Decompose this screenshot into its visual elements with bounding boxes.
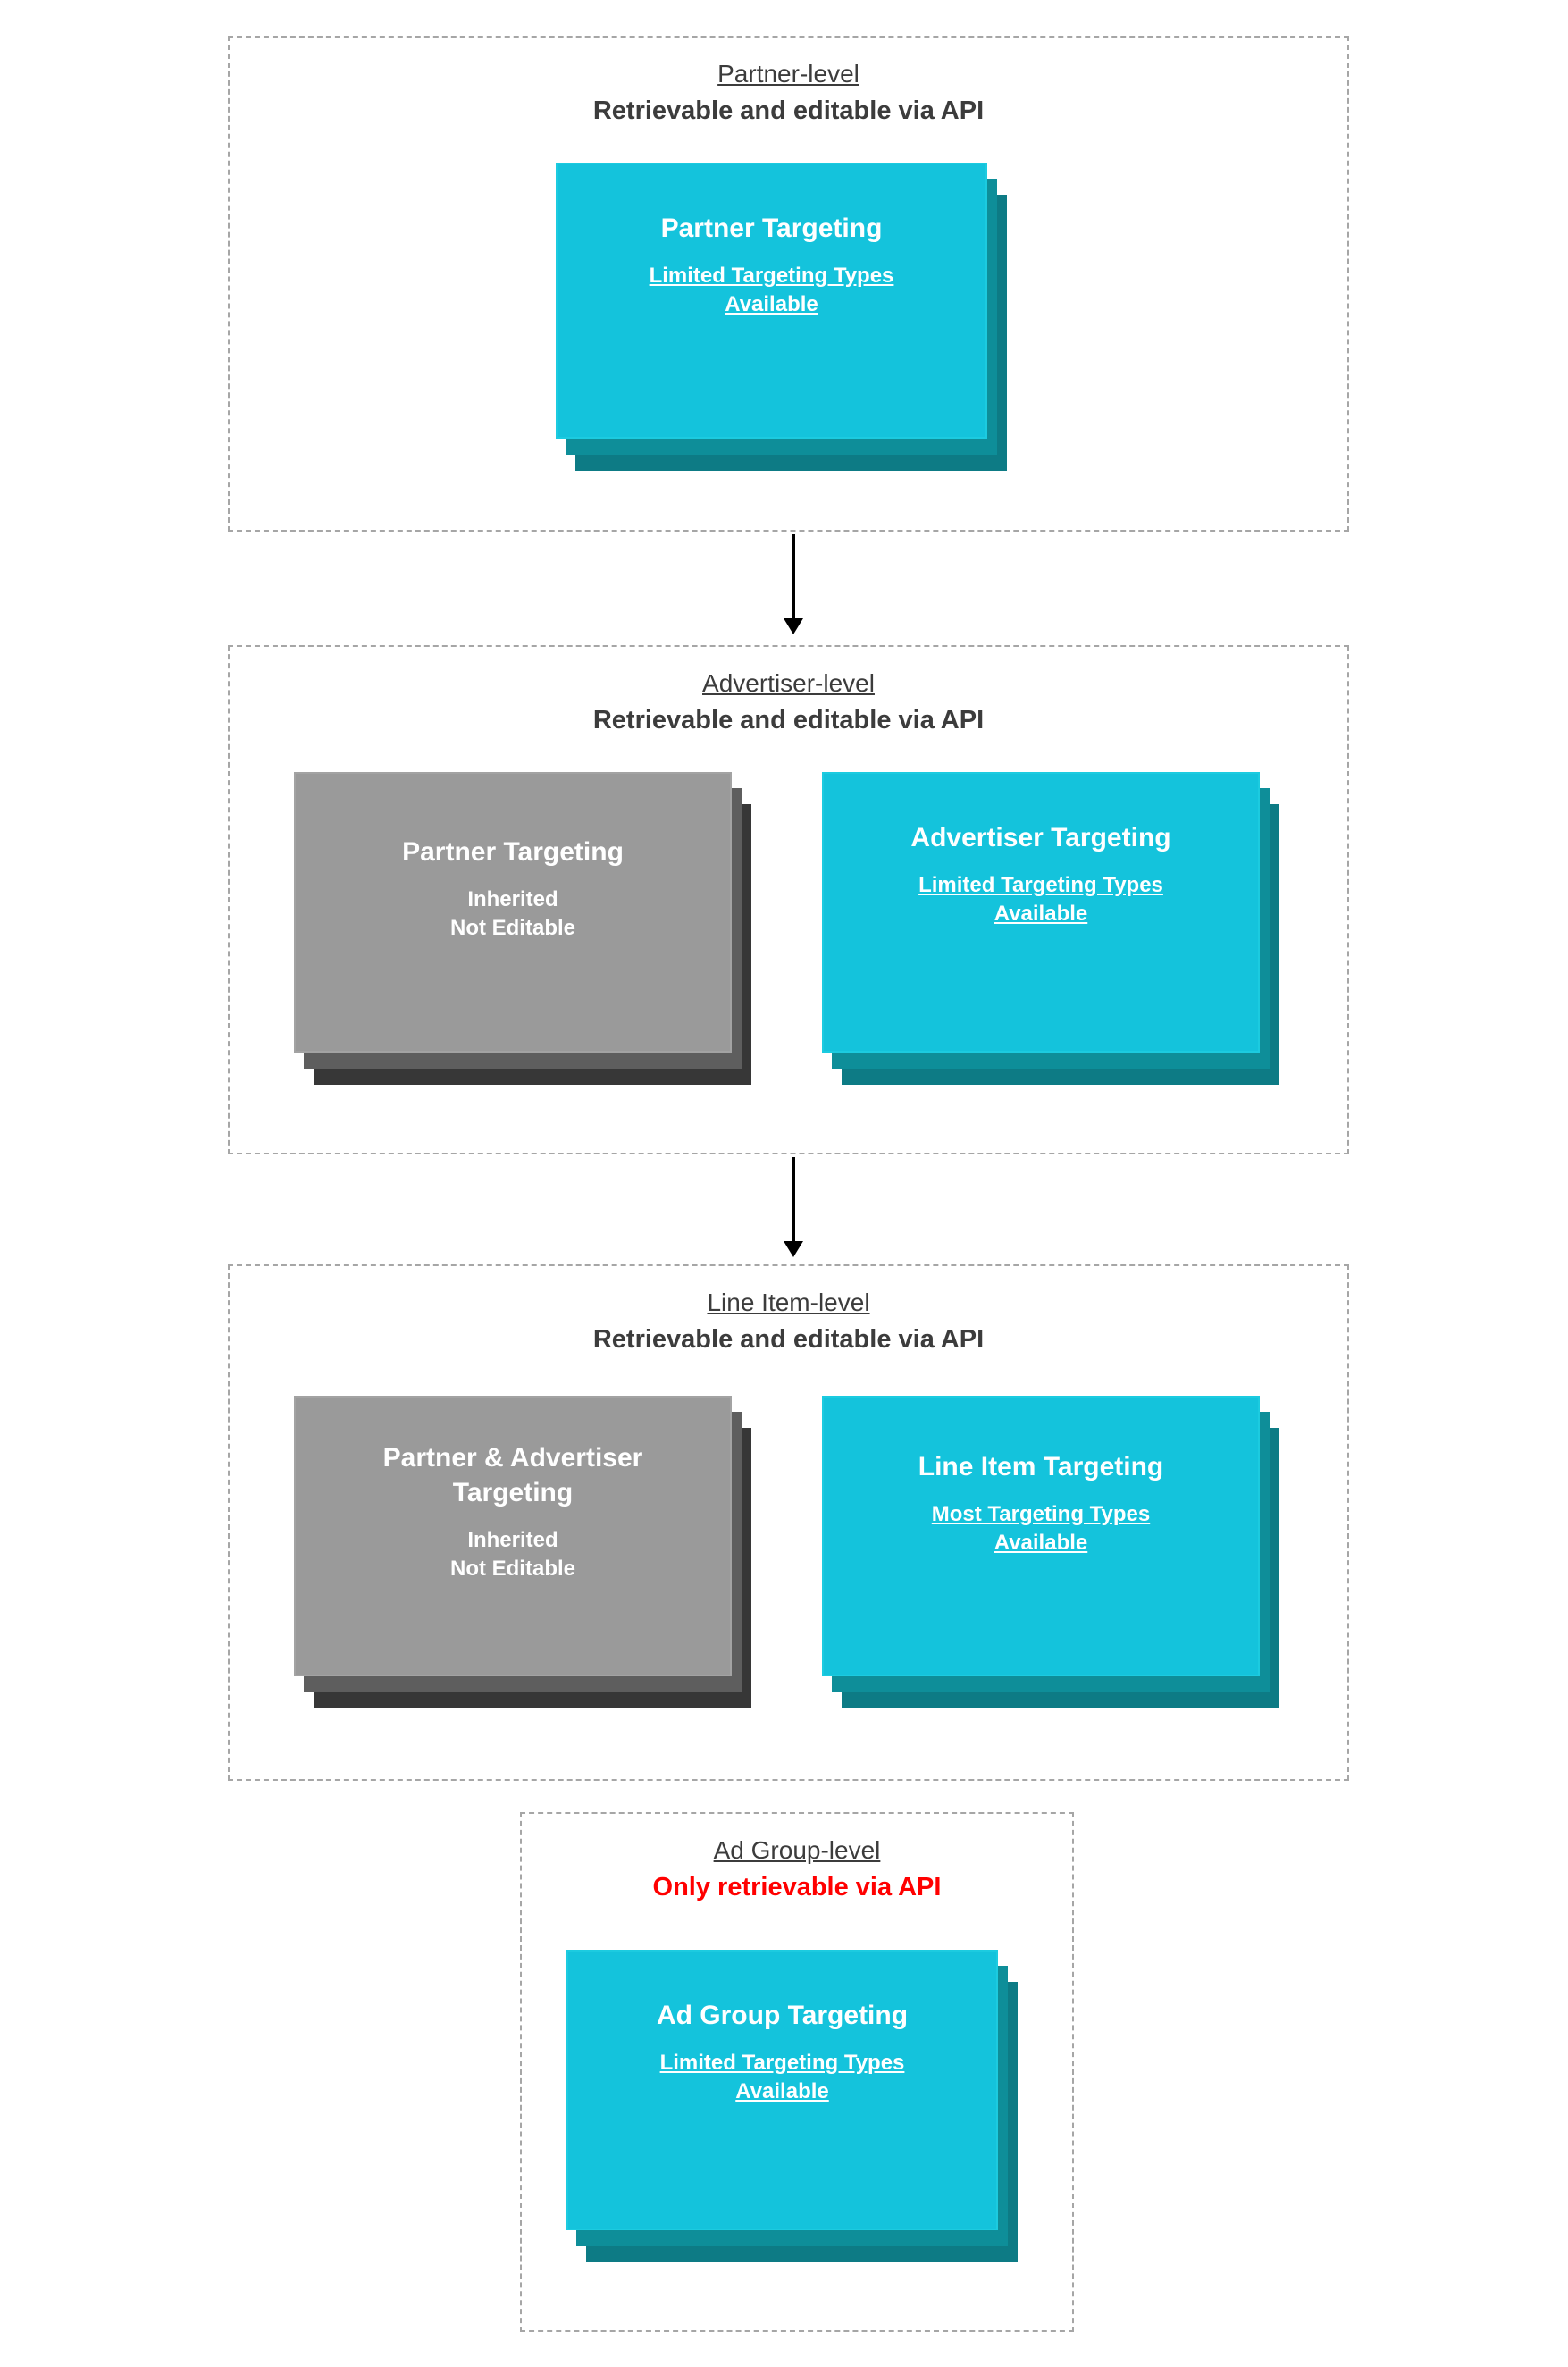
arrow-advertiser-to-line-item <box>722 1157 865 1257</box>
card-subtitle-inherited-partner-advertiser-targeting <box>450 1526 575 1584</box>
card-stack-line-item-targeting <box>822 1396 1287 1708</box>
card-subtitle-line-item-targeting <box>932 1500 1150 1558</box>
card-subtitle-line-1: Limited Targeting Types <box>659 2051 905 2075</box>
card-subtitle-line-2: Available <box>735 2079 829 2104</box>
card-front-line-item-targeting <box>822 1396 1260 1676</box>
card-subtitle-advertiser-targeting <box>918 871 1163 929</box>
card-front-advertiser-targeting <box>822 772 1260 1053</box>
card-front-inherited-partner-targeting <box>294 772 732 1053</box>
card-stack-partner-targeting <box>556 163 1007 471</box>
level-api-note-partner: Retrievable and editable via API <box>592 96 985 125</box>
level-heading-advertiser <box>230 647 1347 738</box>
card-front-ad-group-targeting <box>566 1950 998 2230</box>
card-subtitle-line-2: Available <box>994 902 1088 927</box>
card-subtitle-line-2: Not Editable <box>449 916 575 941</box>
card-subtitle-line-1: Most Targeting Types <box>931 1502 1151 1526</box>
level-api-note-line-item: Retrievable and editable via API <box>592 1324 985 1354</box>
card-title-inherited-partner-advertiser-targeting: Partner & Advertiser Targeting <box>382 1443 643 1507</box>
card-subtitle-line-2: Not Editable <box>449 1557 575 1582</box>
level-heading-line-item <box>230 1266 1347 1357</box>
card-subtitle-line-1: Inherited <box>467 1528 558 1552</box>
level-title-advertiser: Advertiser-level <box>702 669 875 697</box>
card-subtitle-line-1: Limited Targeting Types <box>649 264 894 288</box>
level-heading-ad-group <box>522 1814 1072 1905</box>
level-title-ad-group: Ad Group-level <box>713 1836 881 1864</box>
card-title-partner-targeting: Partner Targeting <box>660 214 883 243</box>
card-subtitle-line-2: Available <box>994 1531 1088 1556</box>
card-subtitle-line-1: Inherited <box>467 887 558 911</box>
level-box-line-item <box>228 1264 1349 1781</box>
level-title-partner: Partner-level <box>717 60 859 88</box>
card-subtitle-inherited-partner-targeting <box>450 886 575 944</box>
card-front-partner-targeting <box>556 163 987 439</box>
level-title-line-item: Line Item-level <box>707 1288 870 1316</box>
level-box-partner <box>228 36 1349 532</box>
card-front-inherited-partner-advertiser-targeting <box>294 1396 732 1676</box>
level-box-advertiser <box>228 645 1349 1154</box>
card-stack-advertiser-targeting <box>822 772 1287 1085</box>
card-stack-ad-group-targeting <box>566 1950 1018 2262</box>
card-title-advertiser-targeting: Advertiser Targeting <box>910 823 1171 852</box>
arrow-partner-to-advertiser <box>722 534 865 634</box>
level-heading-partner <box>230 38 1347 129</box>
card-stack-inherited-partner-advertiser-targeting <box>294 1396 759 1708</box>
level-api-note-ad-group: Only retrievable via API <box>652 1872 942 1901</box>
card-title-line-item-targeting: Line Item Targeting <box>918 1452 1164 1481</box>
card-title-inherited-partner-targeting: Partner Targeting <box>402 837 624 867</box>
level-api-note-advertiser: Retrievable and editable via API <box>592 705 985 734</box>
card-subtitle-ad-group-targeting <box>660 2049 905 2107</box>
card-subtitle-partner-targeting <box>650 262 894 320</box>
card-subtitle-line-1: Limited Targeting Types <box>918 873 1163 897</box>
card-title-ad-group-targeting: Ad Group Targeting <box>656 2001 909 2030</box>
card-subtitle-line-2: Available <box>725 292 818 317</box>
level-box-ad-group <box>520 1812 1074 2332</box>
card-stack-inherited-partner-targeting <box>294 772 759 1085</box>
